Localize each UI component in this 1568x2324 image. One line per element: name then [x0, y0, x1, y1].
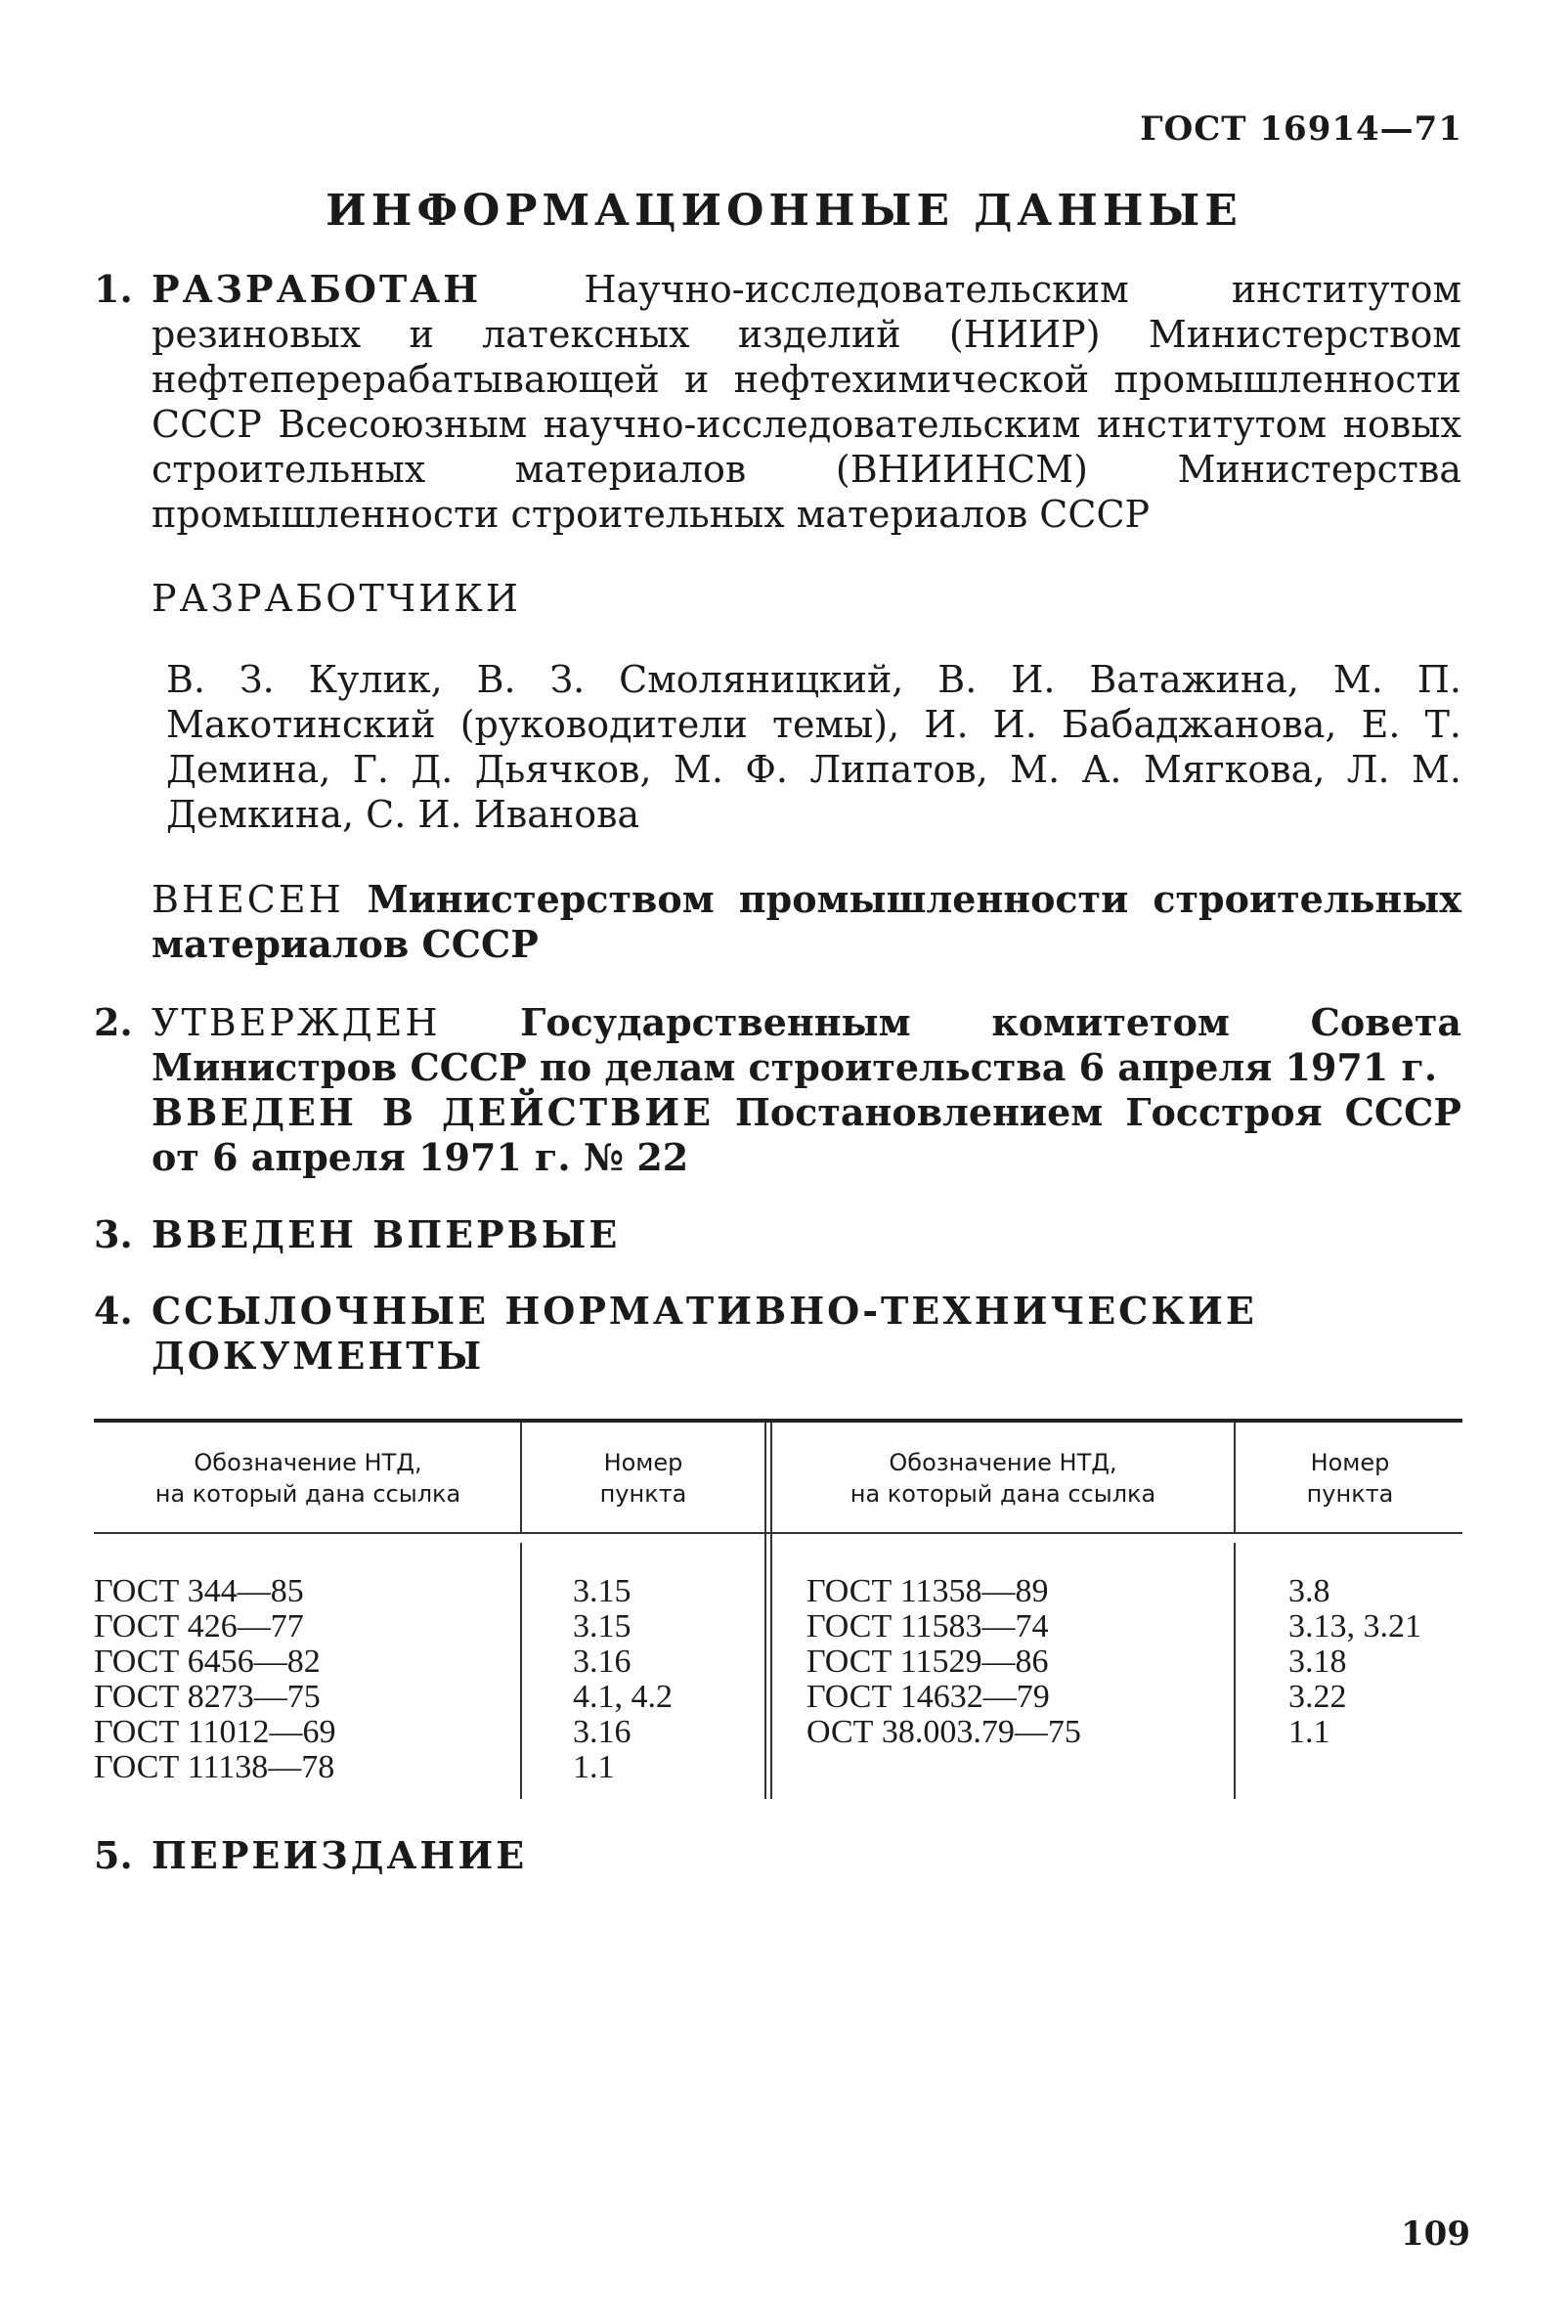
submitted-text: [152, 877, 1461, 967]
effective-body: Постановлением Госстроя СССР от 6 апреля 1971 г. № 22: [152, 1090, 1461, 1179]
table-cell: 4.1, 4.2: [573, 1679, 673, 1715]
section-5-number: 5.: [94, 1833, 133, 1877]
table-cell: ГОСТ 11012—69: [94, 1714, 336, 1750]
document-id: ГОСТ 16914—71: [1140, 110, 1462, 149]
section-4-number: 4.: [94, 1289, 133, 1333]
section-1-label: РАЗРАБОТАН: [152, 267, 482, 311]
table-divider: [764, 1423, 766, 1799]
table-cell: 1.1: [573, 1749, 615, 1785]
col-header-item-line1: Номер: [1310, 1449, 1390, 1476]
col-header-item-line1: Номер: [603, 1449, 683, 1476]
section-5-label: ПЕРЕИЗДАНИЕ: [152, 1833, 528, 1877]
table-cell: ГОСТ 14632—79: [806, 1679, 1050, 1715]
table-cell: ГОСТ 8273—75: [94, 1679, 321, 1715]
table-header-rule: [94, 1532, 1462, 1534]
col-header-doc-right: [774, 1447, 1232, 1510]
page-number: 109: [1401, 2214, 1470, 2254]
table-divider: [1234, 1423, 1236, 1532]
section-1-text: [152, 267, 1461, 537]
table-divider: [1234, 1543, 1236, 1799]
section-1-number: 1.: [94, 267, 133, 311]
col-header-doc-line1: Обозначение НТД,: [889, 1449, 1117, 1476]
table-cell: ГОСТ 344—85: [94, 1573, 304, 1609]
table-cell: ГОСТ 11138—78: [94, 1749, 335, 1785]
table-left-items: [573, 1574, 759, 1785]
table-cell: ГОСТ 6456—82: [94, 1644, 321, 1680]
section-3-number: 3.: [94, 1212, 133, 1256]
table-right-docs: [806, 1574, 1227, 1750]
table-cell: ГОСТ 11583—74: [806, 1608, 1049, 1644]
table-cell: 3.8: [1288, 1573, 1330, 1609]
table-right-items: [1288, 1574, 1462, 1750]
section-2-label: УТВЕРЖДЕН: [152, 1001, 441, 1044]
table-cell: 3.15: [573, 1573, 632, 1609]
table-divider: [520, 1423, 522, 1532]
section-3-label: ВВЕДЕН ВПЕРВЫЕ: [152, 1212, 621, 1256]
developers-list: В. З. Кулик, В. З. Смоляницкий, В. И. Ватажина, М. П. Макотинский (руководители темы), И. И. Бабаджанова, Е. Т. Демина, Г. Д. Дьячков, М. Ф. Липатов, М. А. Мягкова, Л. М. Демкина, С. И. Иванова: [166, 658, 1461, 836]
table-cell: ГОСТ 11529—86: [806, 1644, 1049, 1680]
col-header-doc-line2: на который дана ссылка: [154, 1480, 461, 1508]
table-cell: ОСТ 38.003.79—75: [806, 1714, 1081, 1750]
table-left-docs: [94, 1574, 514, 1785]
section-2-body: Государственным комитетом Совета Министров СССР по делам строительства 6 апреля 1971 г.: [152, 1000, 1461, 1089]
effective-label: ВВЕДЕН В ДЕЙСТВИЕ: [152, 1090, 715, 1134]
table-divider: [520, 1543, 522, 1799]
page-title: ИНФОРМАЦИОННЫЕ ДАННЫЕ: [326, 186, 1242, 236]
table-cell: ГОСТ 11358—89: [806, 1573, 1049, 1609]
section-4-label: ССЫЛОЧНЫЕ НОРМАТИВНО-ТЕХНИЧЕСКИЕ ДОКУМЕНТЫ: [152, 1289, 1257, 1378]
table-cell: ГОСТ 426—77: [94, 1608, 304, 1644]
col-header-item-left: [524, 1447, 762, 1510]
table-cell: 1.1: [1288, 1714, 1330, 1750]
table-cell: 3.16: [573, 1644, 632, 1680]
col-header-item-line2: пункта: [1306, 1480, 1394, 1508]
section-2-text: [152, 1000, 1461, 1090]
col-header-doc-left: [98, 1447, 518, 1510]
col-header-doc-line1: Обозначение НТД,: [194, 1449, 422, 1476]
table-cell: 3.15: [573, 1608, 632, 1644]
table-divider: [770, 1423, 772, 1799]
col-header-item-line2: пункта: [599, 1480, 687, 1508]
developers-heading: РАЗРАБОТЧИКИ: [152, 577, 521, 620]
table-cell: 3.18: [1288, 1644, 1347, 1680]
section-2-number: 2.: [94, 1000, 133, 1044]
table-cell: 3.16: [573, 1714, 632, 1750]
effective-text: [152, 1090, 1461, 1180]
table-cell: 3.13, 3.21: [1288, 1608, 1421, 1644]
col-header-doc-line2: на который дана ссылка: [849, 1480, 1156, 1508]
submitted-label: ВНЕСЕН: [152, 878, 344, 921]
submitted-body: Министерством промышленности строительных материалов СССР: [152, 877, 1461, 966]
table-cell: 3.22: [1288, 1679, 1347, 1715]
col-header-item-right: [1238, 1447, 1462, 1510]
table-top-rule: [94, 1419, 1462, 1423]
section-1-body: Научно-исследовательским институтом резиновых и латексных изделий (НИИР) Министерством нефтеперерабатывающей и нефтехимической промышленности СССР Всесоюзным научно-исследовательским институтом новых строительных материалов (ВНИИНСМ) Министерства промышленности строительных материалов СССР: [152, 268, 1461, 536]
